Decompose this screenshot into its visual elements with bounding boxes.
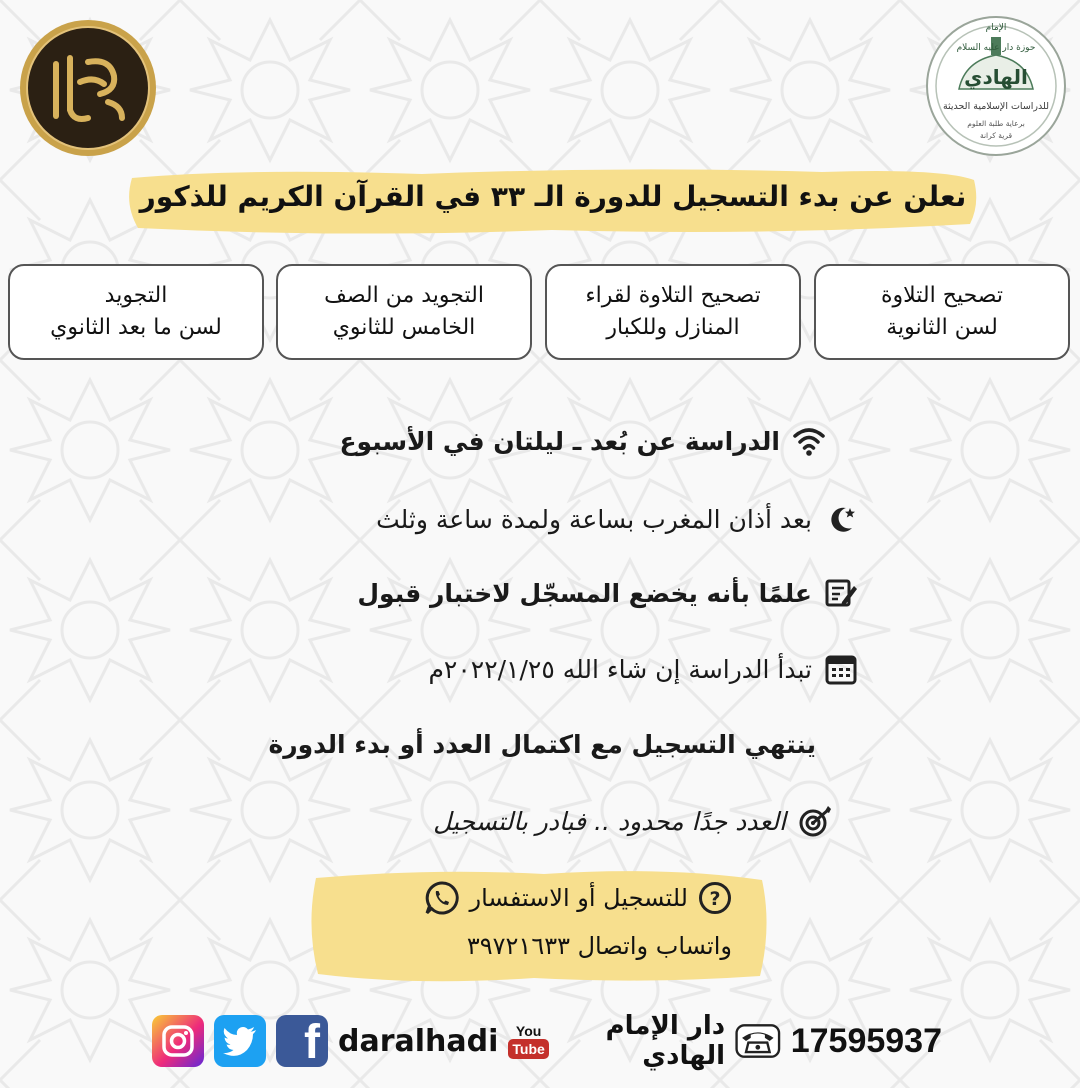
moon-star-icon <box>824 502 858 536</box>
youtube-icon[interactable] <box>508 1017 548 1065</box>
calendar-icon <box>824 652 858 686</box>
info-remote <box>339 424 826 458</box>
whatsapp-icon <box>424 880 460 916</box>
course-line: التجويد من الصف <box>324 283 484 308</box>
course-box-recitation-adults <box>545 264 801 360</box>
contact-line-2: واتساب واتصال ٣٩٧٢١٦٣٣ <box>466 932 732 960</box>
info-end <box>268 730 816 759</box>
info-remote-text: الدراسة عن بُعد ـ ليلتان في الأسبوع <box>339 426 780 456</box>
svg-text:?: ? <box>709 888 721 910</box>
footer-bar <box>152 1010 942 1072</box>
emblem-small-2: قرية كرانة <box>979 131 1013 140</box>
twitter-icon[interactable] <box>214 1015 266 1067</box>
course-line: لسن الثانوية <box>886 315 998 340</box>
info-note <box>357 576 858 610</box>
emblem-arc-text: حوزة دار عليه السلام <box>956 43 1036 53</box>
footer-handle: daralhadi <box>338 1023 499 1059</box>
course-line: الخامس للثانوي <box>332 315 476 340</box>
telephone-icon <box>735 1019 781 1063</box>
info-start <box>428 652 858 686</box>
quran-calligraphy-icon <box>18 18 158 158</box>
headline-banner <box>122 164 984 240</box>
emblem-small-1: برعاية طلبة العلوم <box>967 119 1025 128</box>
course-line: التجويد <box>104 283 168 308</box>
course-box-recitation-secondary <box>814 264 1070 360</box>
emblem-subtitle: للدراسات الإسلامية الحديثة <box>942 101 1050 112</box>
course-line: لسن ما بعد الثانوي <box>50 315 222 340</box>
edit-note-icon <box>824 576 858 610</box>
course-line: المنازل وللكبار <box>606 315 740 340</box>
course-box-tajweed-post-secondary <box>8 264 264 360</box>
info-time <box>376 502 858 536</box>
institute-emblem-icon <box>925 15 1067 157</box>
question-icon <box>698 881 732 915</box>
course-box-tajweed-grade5 <box>276 264 532 360</box>
footer-name: دار الإمام الهادي <box>605 1011 726 1071</box>
target-icon <box>798 804 832 838</box>
emblem-top-text: الإمام <box>985 23 1007 33</box>
info-time-text: بعد أذان المغرب بساعة ولمدة ساعة وثلث <box>376 504 812 534</box>
info-start-text: تبدأ الدراسة إن شاء الله ٢٠٢٢/١/٢٥م <box>428 654 812 684</box>
course-line: تصحيح التلاوة <box>881 283 1003 308</box>
instagram-icon[interactable] <box>152 1015 204 1067</box>
info-limited <box>433 804 832 838</box>
youtube-label-you: You <box>515 1023 542 1039</box>
headline-text: نعلن عن بدء التسجيل للدورة الـ ٣٣ في القرآن الكريم للذكور <box>139 180 967 213</box>
info-note-text: علمًا بأنه يخضع المسجّل لاختبار قبول <box>357 578 812 608</box>
info-end-text: ينتهي التسجيل مع اكتمال العدد أو بدء الدورة <box>268 730 816 759</box>
course-line: تصحيح التلاوة لقراء <box>585 283 761 308</box>
info-limited-text: العدد جدًا محدود .. فبادر بالتسجيل <box>433 806 786 836</box>
youtube-label-tube: Tube <box>508 1039 548 1059</box>
contact-banner <box>304 866 774 986</box>
contact-line-1-text: للتسجيل أو الاستفسار <box>469 884 688 912</box>
emblem-name: الهادي <box>964 65 1028 89</box>
wifi-icon <box>792 424 826 458</box>
contact-line-1 <box>424 880 733 916</box>
facebook-icon[interactable]: f <box>276 1015 328 1067</box>
footer-phone[interactable]: 17595937 <box>790 1021 942 1060</box>
